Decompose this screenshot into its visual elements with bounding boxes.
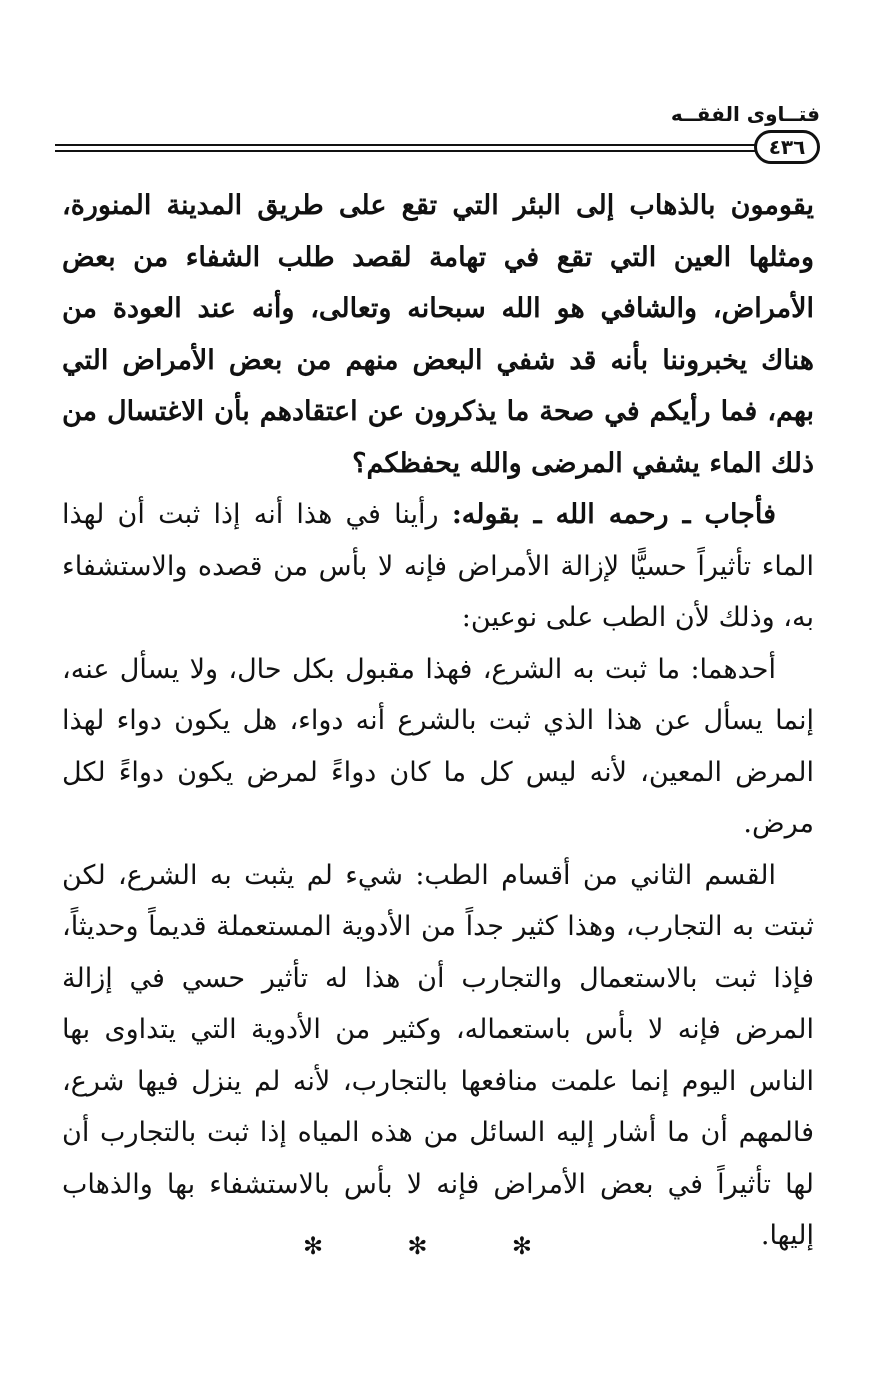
second-type-paragraph: القسم الثاني من أقسام الطب: شيء لم يثبت به الشرع، لكن ثبتت به التجارب، وهذا كثير جداً من الأدوية المستعملة قديماً وحديثاً، فإذا ثبت بالاستعمال والتجارب أن هذا له تأثير حسي في إزالة المرض فإنه لا بأس باستعماله، وكثير من الأدوية التي يتداوى بها الناس اليوم إنما علمت منافعها بالتجارب، لأنه لم ينزل فيها شرع، فالمهم أن ما أشار إليه السائل من هذه المياه إذا ثبت بالتجارب أن لها تأثيراً في بعض الأمراض فإنه لا بأس بالاستشفاء بها والذهاب إليها. [62, 859, 814, 1251]
answer-lead: فأجاب ـ رحمه الله ـ بقوله: [451, 499, 776, 530]
running-title: فتــاوى الفقــه [670, 102, 820, 126]
section-separator: ✻ ✻ ✻ [302, 1232, 571, 1260]
answer-paragraph [62, 489, 814, 644]
page-number: ٤٣٦ [754, 130, 820, 164]
header-rule-bottom [55, 150, 760, 152]
question-paragraph: يقومون بالذهاب إلى البئر التي تقع على طريق المدينة المنورة، ومثلها العين التي تقع في تهامة لقصد طلب الشفاء من بعض الأمراض، والشافي هو الله سبحانه وتعالى، وأنه عند العودة من هناك يخبروننا بأنه قد شفي البعض منهم من بعض الأمراض التي بهم، فما رأيكم في صحة ما يذكرون عن اعتقادهم بأن الاغتسال من ذلك الماء يشفي المرضى والله يحفظكم؟ [62, 190, 814, 479]
page-header [55, 100, 820, 190]
page-body [62, 180, 814, 1262]
header-rule-top [55, 144, 760, 146]
answer-text: رأينا في هذا أنه إذا ثبت أن لهذا الماء تأثيراً حسيًّا لإزالة الأمراض فإنه لا بأس من قصده والاستشفاء به، وذلك لأن الطب على نوعين: [62, 499, 814, 633]
first-type-paragraph: أحدهما: ما ثبت به الشرع، فهذا مقبول بكل حال، ولا يسأل عنه، إنما يسأل عن هذا الذي ثبت بالشرع أنه دواء، هل يكون دواء لهذا المرض المعين، لأنه ليس كل ما كان دواءً لمرض يكون دواءً لكل مرض. [62, 653, 814, 839]
